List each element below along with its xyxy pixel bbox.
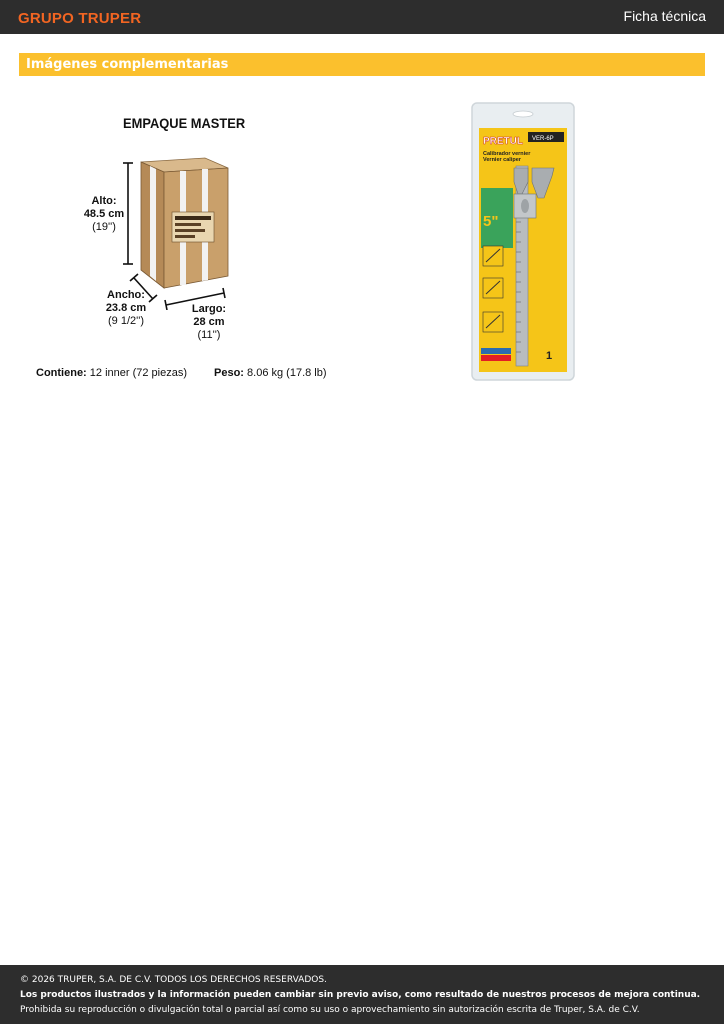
alto-imperial: (19'') (92, 221, 116, 233)
product-size: 5" (483, 213, 499, 230)
product-brand: PRETUL (483, 136, 523, 147)
footer-notice: Los productos ilustrados y la información pueden cambiar sin previo aviso, como resultado de nuestros procesos de mejora continua. (20, 990, 701, 1000)
ancho-imperial: (9 1/2'') (108, 315, 144, 327)
dimension-alto (80, 195, 128, 234)
master-box-illustration (120, 150, 240, 310)
svg-text:1: 1 (546, 350, 553, 362)
contiene-value: 12 inner (72 piezas) (89, 367, 188, 379)
largo-imperial: (11'') (197, 329, 221, 341)
contents-info (36, 367, 187, 379)
ancho-metric: 23.8 cm (105, 302, 147, 314)
largo-label: Largo: (191, 303, 227, 315)
peso-label: Peso: (214, 367, 244, 379)
section-title: Imágenes complementarias (26, 57, 229, 72)
weight-info (214, 367, 327, 379)
footer-copyright: © 2026 TRUPER, S.A. DE C.V. TODOS LOS DERECHOS RESERVADOS. (20, 975, 327, 985)
ancho-label: Ancho: (107, 289, 145, 301)
dimension-largo (187, 303, 231, 342)
largo-metric: 28 cm (193, 316, 225, 328)
contiene-label: Contiene: (36, 367, 87, 379)
product-code: VER-6P (532, 136, 554, 142)
product-name-es: Calibrador vernier (483, 151, 531, 157)
top-bar (0, 0, 724, 34)
alto-label: Alto: (91, 195, 117, 207)
document-type: Ficha técnica (623, 8, 706, 24)
alto-metric: 48.5 cm (83, 208, 125, 220)
product-name-en: Vernier caliper (483, 157, 521, 163)
product-blister-image (470, 102, 576, 382)
brand-logo: GRUPO TRUPER (18, 10, 142, 27)
peso-value: 8.06 kg (17.8 lb) (247, 367, 327, 379)
package-title: EMPAQUE MASTER (123, 115, 246, 131)
section-header (19, 53, 705, 76)
footer (0, 965, 724, 1024)
dimension-ancho (101, 289, 151, 328)
footer-legal: Prohibida su reproducción o divulgación total o parcial así como su uso o aprovechamiento sin autorización escrita de Truper, S.A. de C.V. (20, 1005, 640, 1015)
